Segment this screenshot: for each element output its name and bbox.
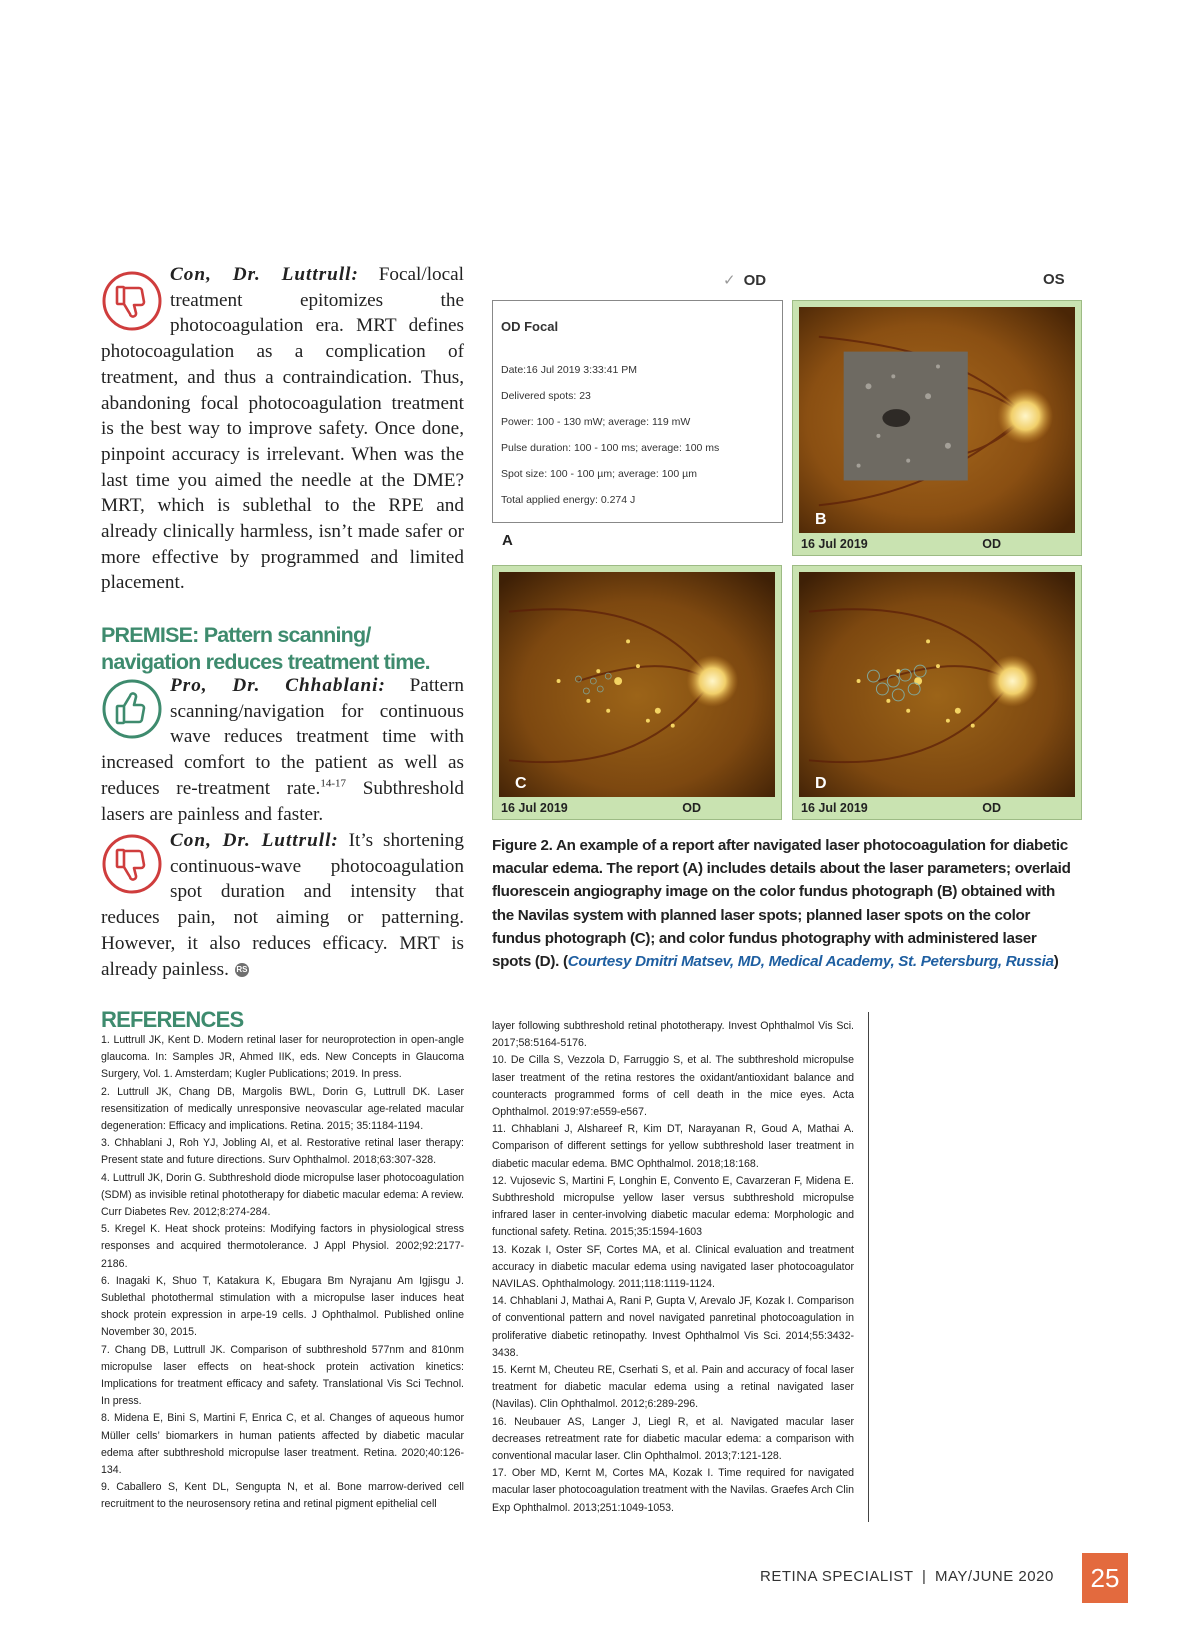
magazine-name: RETINA SPECIALIST — [760, 1568, 914, 1585]
panel-letter: B — [815, 511, 827, 528]
page-footer — [760, 1568, 1054, 1585]
reference-item: 12. Vujosevic S, Martini F, Longhin E, Convento E, Cavarzeran F, Midena E. Subthreshold micropulse yellow laser versus subthreshold micropulse infrared laser in center-involving diabetic macular edema: Morphologic and functional safety. Retina. 2015;35:1594-1603 — [492, 1174, 854, 1239]
reference-item: 1. Luttrull JK, Kent D. Modern retinal laser for neuroprotection in open-angle glaucoma. In: Samples JR, Ahmed IIK, eds. New Concepts in Glaucoma Surgery, Vol. 1. Amsterdam; Kugler Publications; 2019. In press. — [101, 1034, 464, 1081]
panel-date: 16 Jul 2019 — [801, 537, 868, 551]
os-header: OS — [1043, 271, 1065, 288]
report-line: Delivered spots: 23 — [501, 390, 591, 402]
panel-letter: C — [515, 775, 527, 792]
rs-end-badge: RS — [235, 963, 249, 977]
report-line: Date:16 Jul 2019 3:33:41 PM — [501, 364, 638, 376]
report-line: Power: 100 - 130 mW; average: 119 mW — [501, 416, 691, 428]
figure-credit: Courtesy Dmitri Matsev, MD, Medical Academy, St. Petersburg, Russia — [567, 953, 1054, 971]
fundus-panel-d — [792, 565, 1082, 820]
fundus-panel-c — [492, 565, 782, 820]
reference-item: 14. Chhablani J, Mathai A, Rani P, Gupta V, Arevalo JF, Kozak I. Comparison of conventional pattern and novel navigated panretinal photocoagulation in proliferative diabetic retinopathy. Invest Ophthalmol Vis Sci. 2014;55:3432-3438. — [492, 1295, 854, 1359]
report-line: Total applied energy: 0.274 J — [501, 494, 636, 506]
reference-item: 3. Chhablani J, Roh YJ, Jobling AI, et al. Restorative retinal laser therapy: Present state and future directions. Surv Ophthalmol. 2018;63:307-328. — [101, 1137, 464, 1167]
fundus-image — [799, 307, 1075, 533]
column-divider — [868, 1012, 869, 1522]
premise-heading: PREMISE: Pattern scanning/ navigation reduces treatment time. — [101, 623, 430, 674]
paragraph-text-continued: Subthreshold lasers are painless and faster. — [101, 777, 464, 825]
panel-label-a: A — [502, 532, 513, 549]
reference-item: 17. Ober MD, Kernt M, Cortes MA, Kozak I. Time required for navigated macular laser photocoagulation treatment with the Navilas. Graefes Arch Clin Exp Ophthalmol. 2013;251:1049-1053. — [492, 1467, 854, 1514]
reference-item: 5. Kregel K. Heat shock proteins: Modifying factors in physiological stress responses and acquired thermotolerance. J Appl Physiol. 2002;92:2177-2186. — [101, 1223, 464, 1270]
speaker-lead: Pro, Dr. Chhablani: — [170, 675, 386, 696]
fundus-panel-b — [792, 300, 1082, 556]
con-luttrull-paragraph-1 — [101, 262, 464, 596]
panel-eye: OD — [982, 801, 1001, 815]
figure-caption: Figure 2. An example of a report after navigated laser photocoagulation for diabetic macular edema. The report (A) includes details about the laser parameters; overlaid fluorescein angiography image on the color fundus photograph (B) obtained with the Navilas system with planned laser spots; planned laser spots on the color fundus photograph (C); and color fundus photography with administered laser spots (D). (Courtesy Dmitri Matsev, MD, Medical Academy, St. Petersburg, Russia) — [492, 837, 1071, 971]
reference-item: 10. De Cilla S, Vezzola D, Farruggio S, et al. The subthreshold micropulse laser treatment of the retina restores the oxidant/antioxidant balance and counteracts programmed forms of cell death in the mice eyes. Acta Ophthalmol. 2019:97:e559-e567. — [492, 1054, 854, 1119]
reference-item: 9. Caballero S, Kent DL, Sengupta N, et al. Bone marrow-derived cell recruitment to the neurosensory retina and retinal pigment epithelial cell — [101, 1481, 464, 1511]
panel-letter: D — [815, 775, 827, 792]
speaker-lead: Con, Dr. Luttrull: — [170, 264, 359, 285]
report-line: Spot size: 100 - 100 µm; average: 100 µm — [501, 468, 697, 480]
reference-item: 13. Kozak I, Oster SF, Cortes MA, et al. Clinical evaluation and treatment accuracy in diabetic macular edema using navigated laser photocoagulator NAVILAS. Ophthalmology. 2011;118:1119-1124. — [492, 1243, 854, 1291]
report-title: OD Focal — [501, 319, 559, 334]
report-line: Pulse duration: 100 - 100 ms; average: 100 ms — [501, 442, 720, 454]
reference-item: 16. Neubauer AS, Langer J, Liegl R, et al. Navigated macular laser decreases retreatment rate for diabetic macular edema: a comparison with conventional macular laser. Clin Ophthalmol. 2013;7:121-128. — [492, 1415, 854, 1463]
check-icon: ✓ — [723, 272, 736, 289]
panel-eye: OD — [682, 801, 701, 815]
speaker-lead: Con, Dr. Luttrull: — [170, 830, 339, 851]
reference-item: 7. Chang DB, Luttrull JK. Comparison of subthreshold 577nm and 810nm micropulse laser effects on heat-shock protein activation kinetics: Implications for treatment efficacy and safety. Translational Vis Sci Technol. In press. — [101, 1343, 464, 1408]
reference-item: 15. Kernt M, Cheuteu RE, Cserhati S, et al. Pain and accuracy of focal laser treatment for diabetic macular edema using a retinal navigated laser (Navilas). Clin Ophthalmol. 2012;6:289-296. — [492, 1364, 854, 1411]
reference-item: 2. Luttrull JK, Chang DB, Margolis BWL, Dorin G, Luttrull DK. Laser resensitization of medically unresponsive neovascular age-related macular degeneration: Efficacy and implications. Retina. 2015; 35:1184-1194. — [101, 1085, 464, 1133]
fundus-image — [499, 572, 775, 797]
reference-item: layer following subthreshold retinal phototherapy. Invest Ophthalmol Vis Sci. 2017;58:5164-5176. — [492, 1020, 854, 1050]
reference-item: 4. Luttrull JK, Dorin G. Subthreshold diode micropulse laser photocoagulation (SDM) as invisible retinal phototherapy for diabetic macular edema: A review. Curr Diabetes Rev. 2012;8:274-284. — [101, 1171, 464, 1219]
reference-item: 6. Inagaki K, Shuo T, Katakura K, Ebugara Bm Nyrajanu Am Igjisgu J. Sublethal photothermal stimulation with a micropulse laser induces heat shock protein expression in arpe-19 cells. J Ophthalmol. Published online November 30, 2015. — [101, 1274, 464, 1339]
reference-item: 11. Chhablani J, Alshareef R, Kim DT, Narayanan R, Goud A, Mathai A. Comparison of different settings for yellow subthreshold laser treatment in diabetic macular edema. BMC Ophthalmol. 2018;18:168. — [492, 1123, 854, 1170]
references-column-1 — [101, 1032, 464, 1514]
report-panel-a — [492, 300, 783, 523]
paragraph-text: It’s shortening continuous-wave photocoagulation spot duration and intensity that reduces pain, not aiming or patterning. However, it also reduces efficacy. MRT is already painless. — [101, 830, 464, 980]
reference-item: 8. Midena E, Bini S, Martini F, Enrica C, et al. Changes of aqueous humor Müller cells’ biomarkers in human patients affected by diabetic macular edema after subthreshold micropulse laser treatment. Retina. 2020;40:126-134. — [101, 1412, 464, 1477]
page-number: 25 — [1082, 1553, 1128, 1603]
fundus-image — [799, 572, 1075, 797]
panel-eye: OD — [982, 537, 1001, 551]
pro-chhablani-paragraph — [101, 673, 464, 827]
footer-separator: | — [921, 1568, 927, 1585]
references-heading: REFERENCES — [101, 1007, 244, 1032]
paragraph-text: Focal/local treatment epitomizes the photocoagulation era. MRT defines photocoagulation as a complication of treatment, and thus a contraindication. Thus, abandoning focal photocoagulation treatment is the best way to improve safety. Once done, pinpoint accuracy is irrelevant. When was the last time you aimed the needle at the DME? MRT, which is sublethal to the RPE and already clinically harmless, isn’t made safer or more effective by programmed and limited placement. — [101, 264, 464, 594]
paragraph-text: Pattern scanning/navigation for continuous wave reduces treatment time with increased comfort to the patient as well as reduces re-treatment rate. — [101, 675, 464, 799]
issue-date: MAY/JUNE 2020 — [935, 1568, 1054, 1585]
con-luttrull-paragraph-2 — [101, 828, 464, 982]
references-column-2 — [492, 1018, 854, 1517]
citation-superscript: 14-17 — [320, 777, 346, 790]
od-header: ✓ OD — [723, 272, 767, 289]
panel-date: 16 Jul 2019 — [801, 801, 868, 815]
panel-date: 16 Jul 2019 — [501, 801, 568, 815]
